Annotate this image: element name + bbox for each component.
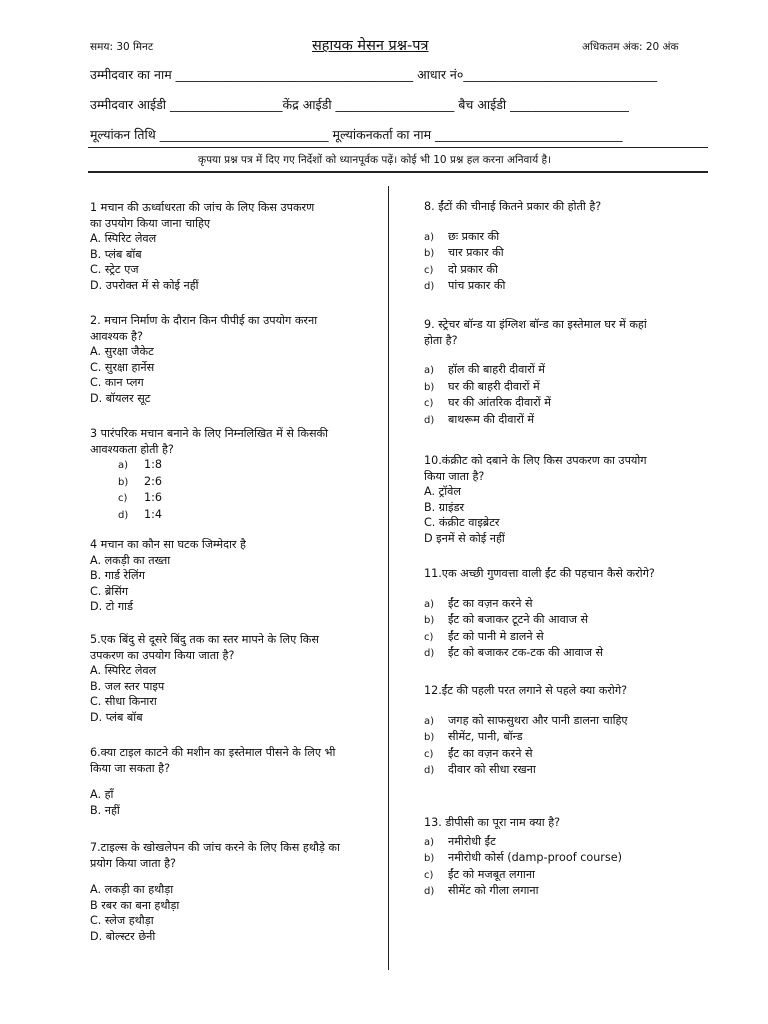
option[interactable]: A. स्पिरिट लेवल (90, 232, 157, 245)
option-text: जगह को साफसुथरा और पानी डालना चाहिए (448, 713, 628, 727)
option[interactable]: C. स्ट्रेट एज (90, 263, 139, 276)
option[interactable] (90, 507, 328, 524)
question-12 (424, 683, 628, 779)
question-stem: 5.एक बिंदु से दूसरे बिंदु तक का स्तर मापने के लिए किस (90, 633, 319, 646)
question-stem: 6.क्या टाइल काटने की मशीन का इस्तेमाल पीसने के लिए भी (90, 746, 336, 759)
option-marker: d) (424, 414, 435, 426)
question-stem: किया जा सकता है? (90, 761, 171, 775)
question-8 (424, 199, 601, 295)
question-7 (90, 840, 340, 944)
question-stem: 8. ईंटों की चीनाई कितने प्रकार की होती है? (424, 200, 602, 213)
option[interactable]: B. गार्ड रेलिंग (90, 569, 145, 582)
question-stem: 9. स्ट्रेचर बॉन्ड या इंग्लिश बॉन्ड का इस्तेमाल घर में कहां (424, 318, 647, 331)
question-10 (424, 453, 647, 546)
option-text: ईंट को बजाकर टक-टक की आवाज से (448, 646, 604, 659)
option[interactable]: D इनमें से कोई नहीं (424, 531, 505, 545)
question-stem: आवश्यकता होती है? (90, 442, 174, 456)
question-stem: प्रयोग किया जाता है? (90, 856, 176, 870)
option[interactable]: A. ट्रॉवेल (424, 485, 461, 498)
option[interactable]: B. ग्राइंडर (424, 500, 465, 514)
question-stem: किया जाता है? (424, 469, 485, 483)
option-text: चार प्रकार की (448, 246, 504, 259)
question-stem: 1 मचान की ऊर्ध्वाधरता की जांच के लिए किस उपकरण (90, 201, 315, 214)
question-stem: 2. मचान निर्माण के दौरान किन पीपीई का उपयोग करना (90, 314, 318, 327)
instructions-text: कृपया प्रश्न पत्र में दिए गए निर्देशों को ध्यानपूर्वक पढ़ें। कोई भी 10 प्रश्न हल करना अनिवार्य है। (198, 154, 552, 166)
option[interactable] (424, 245, 601, 262)
candidate-name-aadhaar-field[interactable]: उम्मीदवार का नाम ______________________________________ आधार नं०_______________________________ (90, 67, 658, 82)
question-stem: 13. डीपीसी का पूरा नाम क्या है? (424, 816, 561, 829)
option[interactable] (424, 645, 655, 662)
question-stem: 7.टाइल्स के खोखलेपन की जांच करने के लिए किस हथौड़े का (90, 841, 340, 854)
question-stem: 11.एक अच्छी गुणवत्ता वाली ईंट की पहचान कैसे करोगे? (424, 567, 655, 580)
question-6 (90, 745, 335, 818)
option[interactable]: C. स्लेज हथौड़ा (90, 914, 154, 927)
option[interactable] (424, 746, 628, 763)
question-9 (424, 317, 647, 428)
option[interactable]: D. उपरोक्त में से कोई नहीं (90, 278, 199, 292)
option[interactable]: B. जल स्तर पाइप (90, 679, 165, 693)
candidate-center-batch-id-field[interactable]: उम्मीदवार आईडी __________________केंद्र आईडी ___________________ बैच आईडी ___________________ (90, 97, 629, 112)
option-marker: d) (118, 509, 129, 521)
option-text: दीवार को सीधा रखना (448, 763, 536, 776)
option[interactable]: C. कान प्लग (90, 376, 144, 389)
option[interactable]: B. प्लंब बॉब (90, 247, 142, 261)
option-text: नमीरोधी ईंट (448, 834, 496, 848)
question-11 (424, 566, 655, 662)
question-stem: का उपयोग किया जाना चाहिए (90, 216, 211, 230)
option-marker: b) (424, 853, 435, 864)
question-4 (90, 537, 246, 615)
option[interactable] (424, 850, 622, 867)
header-rule-bottom (88, 171, 708, 173)
option-marker: b) (118, 476, 129, 488)
option-text: ईंट को मजबूत लगाना (448, 867, 535, 881)
question-5 (90, 632, 319, 725)
question-1 (90, 200, 314, 293)
option[interactable] (424, 412, 647, 429)
option-marker: c) (118, 493, 128, 504)
option[interactable] (424, 762, 628, 779)
question-stem: उपकरण का उपयोग किया जाता है? (90, 648, 235, 662)
option-text: 1:6 (144, 491, 163, 504)
option-marker: b) (424, 732, 435, 743)
option[interactable]: C. कंक्रीट वाइब्रेटर (424, 516, 500, 529)
option-text: घर की बाहरी दीवारों में (448, 379, 540, 393)
option-text: 1:4 (144, 507, 163, 521)
option[interactable] (424, 834, 622, 851)
option-marker: b) (424, 381, 435, 393)
option-marker: c) (424, 398, 434, 409)
option-marker: d) (424, 648, 435, 659)
option[interactable]: D. बॉयलर सूट (90, 391, 151, 405)
option[interactable] (90, 490, 328, 507)
time-label: समय: 30 मिनट (90, 41, 154, 53)
option-text: ईंट को बजाकर टूटने की आवाज से (448, 613, 589, 626)
option-marker: c) (424, 869, 434, 881)
option-marker: a) (118, 460, 129, 471)
option[interactable]: C. सीधा किनारा (90, 695, 157, 708)
option[interactable]: D. प्लंब बॉब (90, 710, 143, 724)
question-stem: 4 मचान का कौन सा घटक जिम्मेदार है (90, 538, 246, 551)
option-marker: a) (424, 836, 435, 848)
option-marker: d) (424, 886, 435, 897)
question-stem: होता है? (424, 333, 458, 347)
option[interactable] (424, 362, 647, 379)
option-text: 2:6 (144, 474, 163, 488)
option-marker: c) (424, 264, 434, 276)
option[interactable]: A. हाँ (90, 788, 114, 801)
option-marker: b) (424, 248, 435, 259)
option-marker: a) (424, 365, 435, 376)
question-2 (90, 313, 317, 406)
option-text: छः प्रकार की (448, 229, 500, 243)
option[interactable] (424, 612, 655, 629)
option-text: घर की आंतरिक दीवारों में (448, 396, 551, 409)
option[interactable] (90, 474, 328, 491)
option-marker: a) (424, 598, 435, 610)
option[interactable] (424, 262, 601, 279)
option[interactable]: A. स्पिरिट लेवल (90, 664, 157, 677)
option-text: हॉल की बाहरी दीवारों में (448, 363, 545, 376)
option-text: पांच प्रकार की (448, 279, 506, 292)
option-marker: a) (424, 231, 435, 243)
option-marker: d) (424, 765, 435, 776)
option[interactable]: C. ब्रेसिंग (90, 584, 129, 598)
option[interactable] (424, 883, 622, 900)
option-text: नमीरोधी कोर्स (damp-proof course) (448, 851, 622, 864)
option-text: सीमेंट, पानी, बॉन्ड (448, 730, 523, 743)
option[interactable] (424, 596, 655, 613)
column-divider (388, 186, 389, 970)
assessment-date-assessor-field[interactable]: मूल्यांकन तिथि ___________________________ मूल्यांकनकर्ता का नाम ______________________________ (90, 127, 623, 142)
question-stem: 12.ईंट की पहली परत लगाने से पहले क्या करोगे? (424, 684, 628, 697)
paper-title: सहायक मेसन प्रश्न-पत्र (312, 38, 429, 54)
option-text: ईंट को पानी मे डालने से (448, 629, 544, 643)
option[interactable]: B रबर का बना हथौड़ा (90, 898, 180, 912)
option-text: सीमेंट को गीला लगाना (448, 884, 539, 897)
option-text: बाथरूम की दीवारों में (448, 412, 535, 426)
option[interactable]: C. सुरक्षा हार्नेस (90, 360, 155, 374)
option[interactable]: D. टो गार्ड (90, 600, 134, 613)
option-text: ईंट का वज़न करने से (448, 746, 533, 760)
option[interactable] (424, 629, 655, 646)
option[interactable] (424, 278, 601, 295)
option[interactable]: A. लकड़ी का हथौड़ा (90, 883, 174, 896)
option[interactable] (424, 229, 601, 246)
option[interactable]: A. सुरक्षा जैकेट (90, 345, 154, 358)
option[interactable] (424, 867, 622, 884)
header-rule-top (88, 147, 708, 148)
option-marker: a) (424, 715, 435, 727)
question-stem: 3 पारंपरिक मचान बनाने के लिए निम्नलिखित में से किसकी (90, 427, 329, 440)
option-text: दो प्रकार की (448, 262, 498, 276)
option[interactable]: D. बोल्स्टर छेनी (90, 929, 156, 943)
option[interactable] (424, 379, 647, 396)
option[interactable] (90, 457, 328, 474)
option[interactable] (424, 713, 628, 730)
option[interactable]: A. लकड़ी का तख्ता (90, 553, 171, 567)
option-marker: b) (424, 615, 435, 626)
question-3 (90, 426, 328, 523)
max-marks-label: अधिकतम अंक: 20 अंक (582, 41, 679, 53)
option-marker: c) (424, 631, 434, 643)
option-marker: d) (424, 281, 435, 292)
option[interactable]: B. नहीं (90, 803, 120, 817)
option[interactable] (424, 395, 647, 412)
question-stem: 10.कंक्रीट को दबाने के लिए किस उपकरण का उपयोग (424, 454, 647, 467)
option-marker: c) (424, 748, 434, 760)
option-text: 1:8 (144, 458, 163, 471)
question-stem: आवश्यक है? (90, 329, 143, 343)
question-13 (424, 815, 622, 900)
option-text: ईंट का वज़न करने से (448, 596, 533, 610)
option[interactable] (424, 729, 628, 746)
